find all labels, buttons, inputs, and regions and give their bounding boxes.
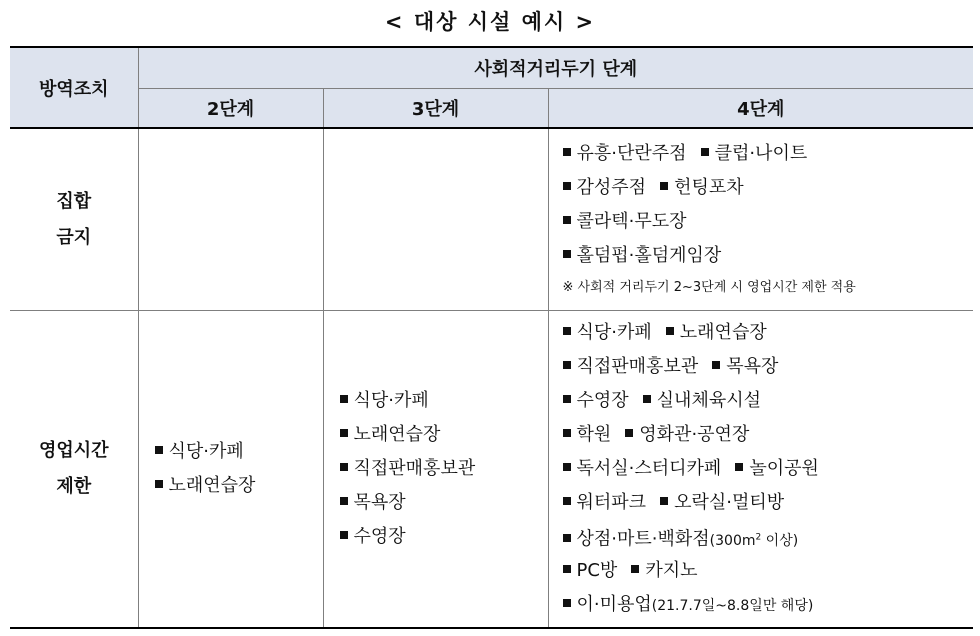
bullet-icon <box>563 361 571 369</box>
bullet-icon <box>340 395 348 403</box>
header-stage-group: 사회적거리두기 단계 <box>138 47 973 89</box>
bullet-icon <box>563 429 571 437</box>
header-measure: 방역조치 <box>10 47 138 128</box>
bullet-icon <box>712 361 720 369</box>
bullet-icon <box>563 327 571 335</box>
row-label-gathering-ban <box>10 128 138 311</box>
list-item: 식당·카페 <box>340 384 548 418</box>
row-label-line: 집합 <box>56 190 92 212</box>
bullet-icon <box>563 534 571 542</box>
bullet-icon <box>340 463 348 471</box>
row-label-hours-limit <box>10 311 138 629</box>
list-item: 직접판매홍보관 목욕장 <box>563 350 974 384</box>
bullet-icon <box>666 327 674 335</box>
bullet-icon <box>701 148 709 156</box>
row-label-line: 금지 <box>56 226 92 248</box>
table-row <box>10 128 973 311</box>
bullet-icon <box>340 531 348 539</box>
list-item: 식당·카페 노래연습장 <box>563 316 974 350</box>
bullet-icon <box>155 446 163 454</box>
row-label-line: 제한 <box>56 476 92 497</box>
bullet-icon <box>563 148 571 156</box>
list-item: 노래연습장 <box>340 418 548 452</box>
bullet-icon <box>631 565 639 573</box>
bullet-icon <box>643 395 651 403</box>
list-item: 목욕장 <box>340 486 548 520</box>
bullet-icon <box>660 497 668 505</box>
condition-text: (21.7.7일~8.8일만 해당) <box>651 598 814 614</box>
bullet-icon <box>563 216 571 224</box>
bullet-icon <box>155 480 163 488</box>
facility-table <box>10 46 973 629</box>
bullet-icon <box>563 497 571 505</box>
bullet-icon <box>625 429 633 437</box>
cell-stage2-hours-limit <box>138 311 323 629</box>
condition-text: ($300m^2$ 이상) <box>709 532 799 549</box>
list-item: 감성주점 헌팅포차 <box>563 171 974 205</box>
cell-stage4-gathering-ban <box>548 128 973 311</box>
header-stage2: 2단계 <box>138 89 323 129</box>
cell-stage2-empty <box>138 128 323 311</box>
bullet-icon <box>563 182 571 190</box>
list-item: 상점·마트·백화점($300m^2$ 이상) <box>563 520 974 554</box>
bullet-icon <box>735 463 743 471</box>
bullet-icon <box>563 250 571 258</box>
list-item: PC방 카지노 <box>563 554 974 588</box>
table-row <box>10 311 973 629</box>
list-item: 수영장 실내체육시설 <box>563 384 974 418</box>
list-item: 직접판매홍보관 <box>340 452 548 486</box>
list-item: 수영장 <box>340 520 548 554</box>
list-item: 유흥·단란주점 클럽·나이트 <box>563 137 974 171</box>
list-item: 콜라텍·무도장 <box>563 205 974 239</box>
bullet-icon <box>660 182 668 190</box>
cell-stage3-empty <box>323 128 548 311</box>
list-item: 홀덤펍·홀덤게임장 <box>563 239 974 273</box>
header-stage4: 4단계 <box>548 89 973 129</box>
header-stage3: 3단계 <box>323 89 548 129</box>
footnote: ※ 사회적 거리두기 2~3단계 시 영업시간 제한 적용 <box>562 279 856 295</box>
document-title: < 대상 시설 예시 > <box>384 10 596 34</box>
bullet-icon <box>563 565 571 573</box>
list-item: 식당·카페 <box>155 435 323 469</box>
list-item: 독서실·스터디카페 놀이공원 <box>563 452 974 486</box>
list-item: 이·미용업(21.7.7일~8.8일만 해당) <box>563 588 974 622</box>
bullet-icon <box>340 497 348 505</box>
row-label-line: 영업시간 <box>38 440 109 461</box>
bullet-icon <box>563 463 571 471</box>
cell-stage4-hours-limit <box>548 311 973 629</box>
list-item: 워터파크 오락실·멀티방 <box>563 486 974 520</box>
cell-stage3-hours-limit <box>323 311 548 629</box>
bullet-icon <box>563 395 571 403</box>
list-item: 학원 영화관·공연장 <box>563 418 974 452</box>
bullet-icon <box>563 599 571 607</box>
bullet-icon <box>340 429 348 437</box>
list-item: 노래연습장 <box>155 469 323 503</box>
